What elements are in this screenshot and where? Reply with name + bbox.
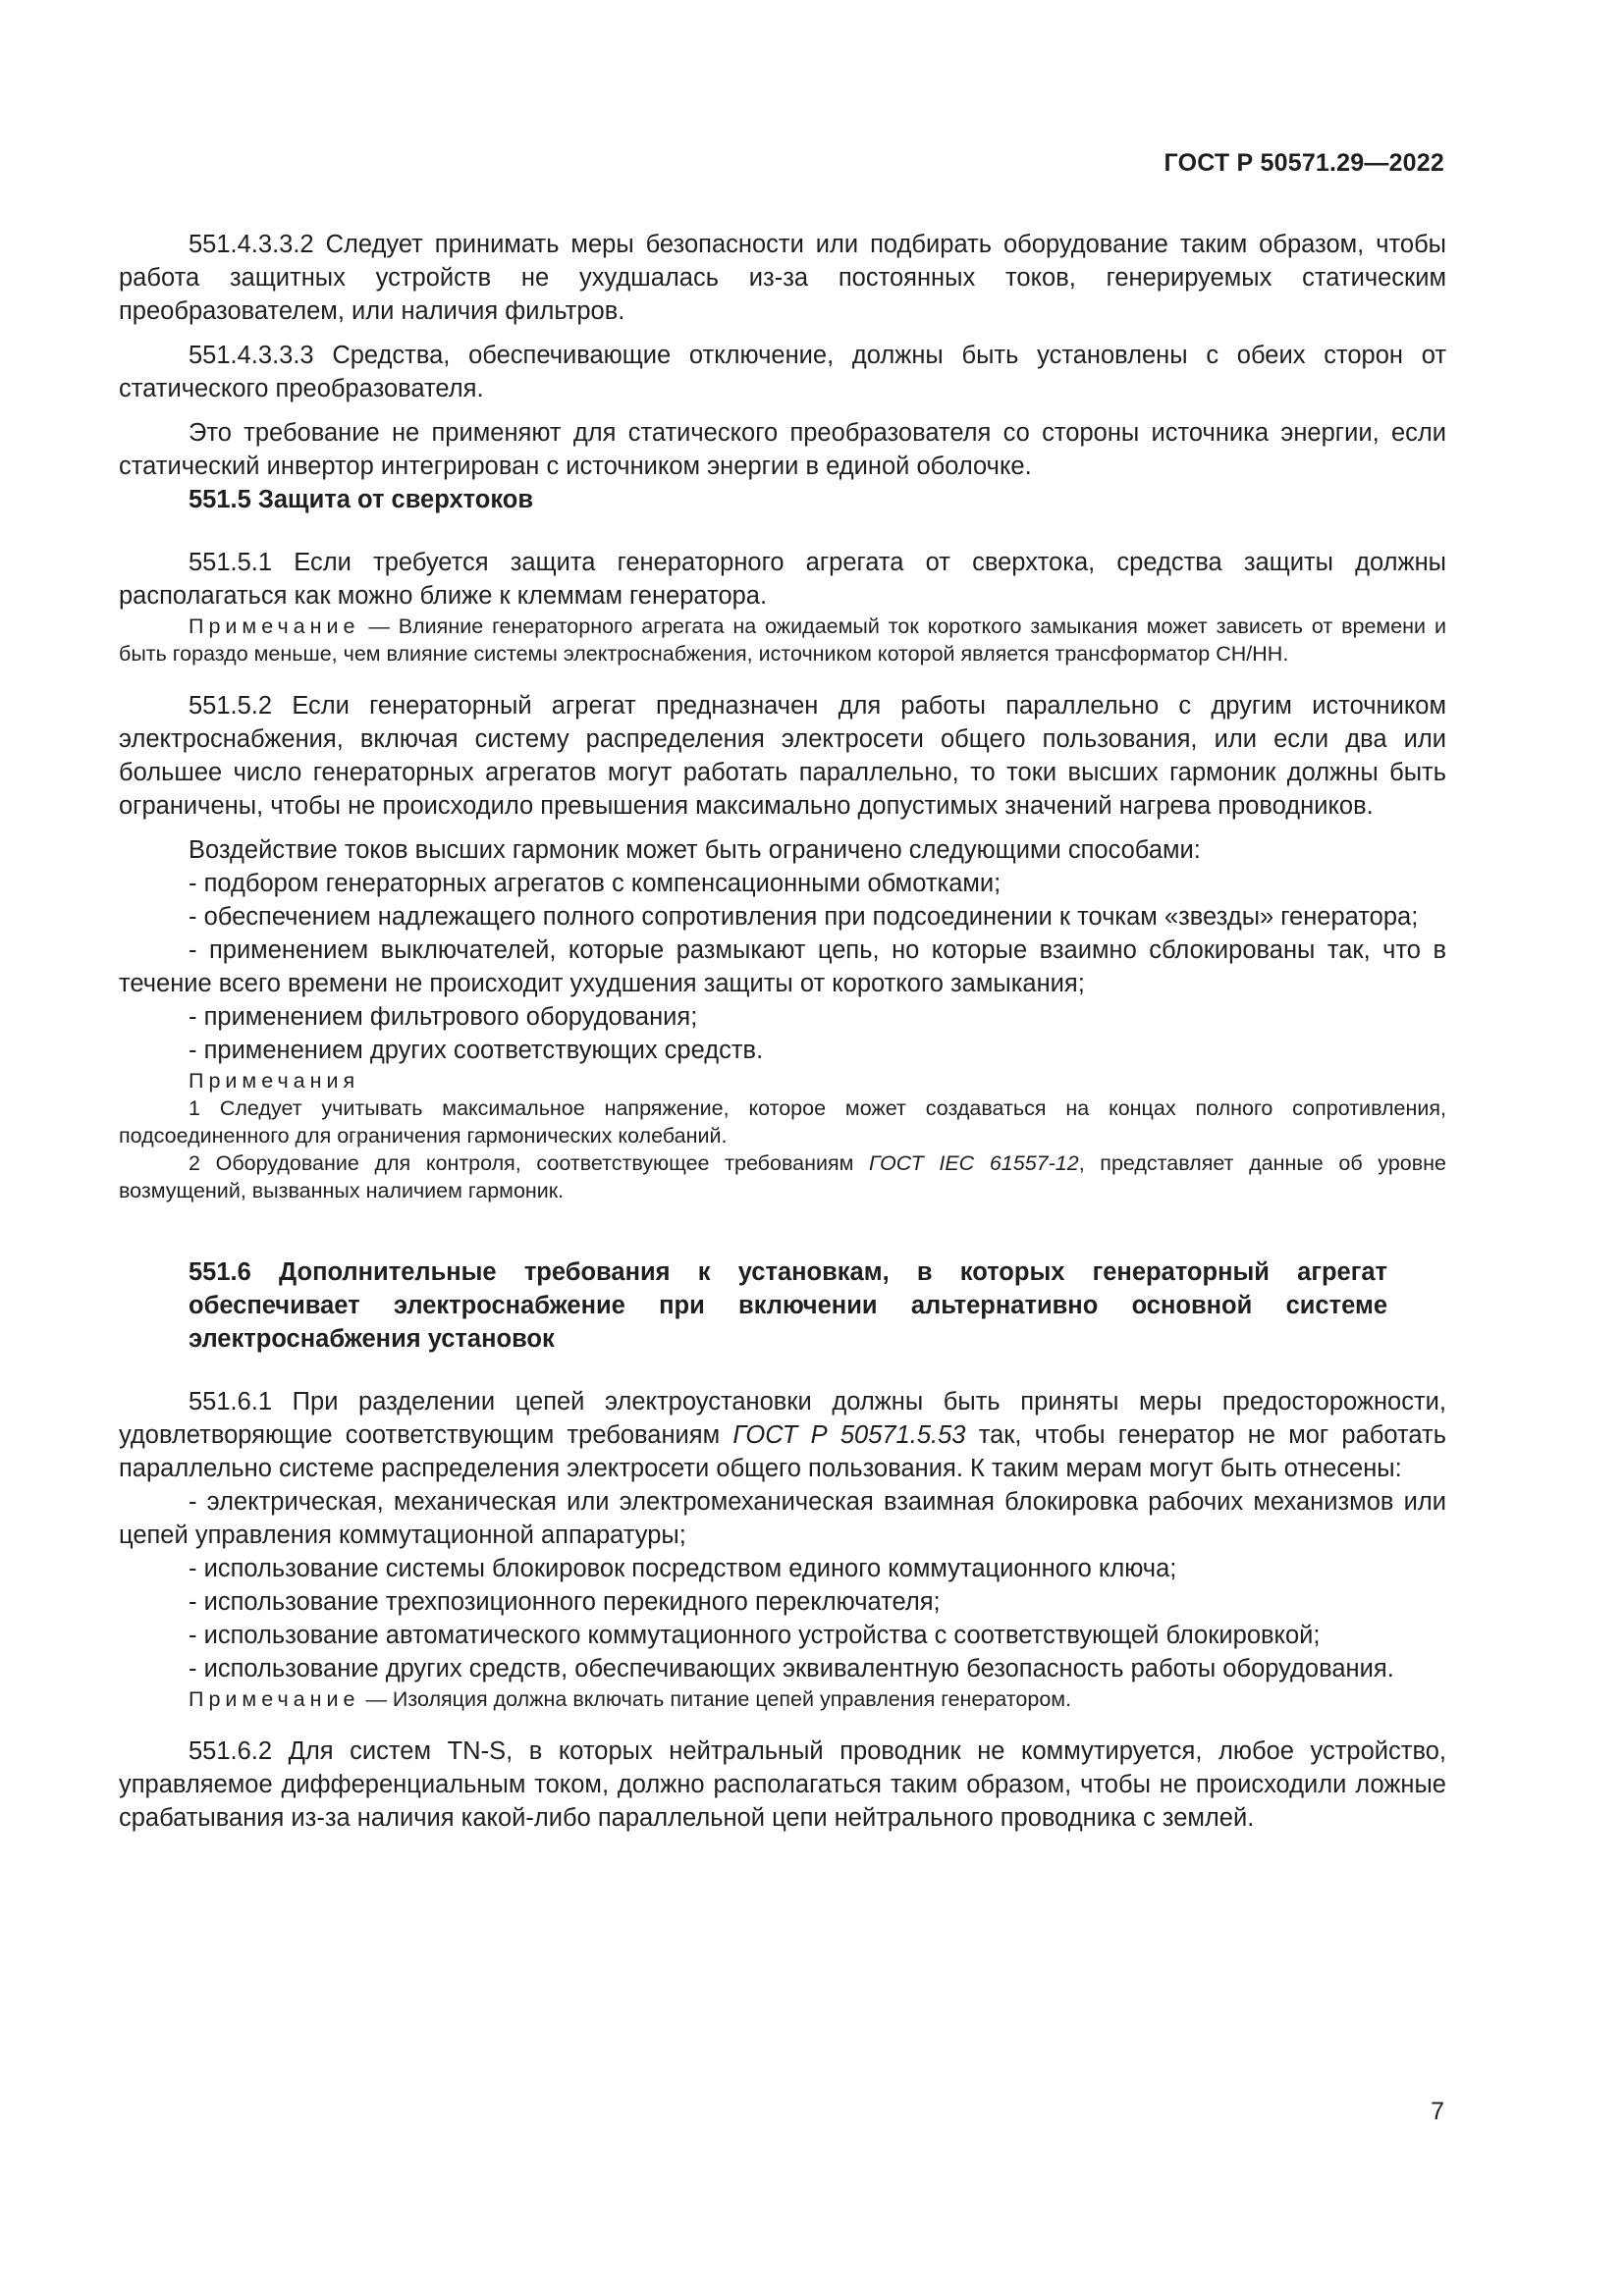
clause-551-6-1-reference: ГОСТ Р 50571.5.53 bbox=[732, 1421, 966, 1449]
clause-551-4-3-3-2: 551.4.3.3.2 Следует принимать меры безопасности или подбирать оборудование таким образом, чтобы работа защитных устройств не ухудшалась из-за постоянных токов, генерируемых статическим преобразователем, или наличия фильтров. bbox=[119, 231, 1446, 325]
clause-551-6-1-pre: 551.6.1 При разделении цепей электроустановки должны быть приняты меры предосторожности, удовлетворяющие соответствующим требованиям bbox=[119, 1388, 1446, 1449]
note-1 bbox=[119, 613, 1446, 667]
note-1-label: Примечание bbox=[189, 614, 360, 638]
notes-2-label-text: Примечания bbox=[189, 1069, 360, 1093]
isolation-list-item: - использование автоматического коммутационного устройства с соответствующей блокировкой; bbox=[189, 1622, 1321, 1649]
clause-551-5-1: 551.5.1 Если требуется защита генераторного агрегата от сверхтока, средства защиты должны располагаться как можно ближе к клеммам генератора. bbox=[119, 549, 1446, 610]
standard-designation: ГОСТ Р 50571.29—2022 bbox=[1164, 149, 1444, 177]
note-1-text: — Влияние генераторного агрегата на ожидаемый ток короткого замыкания может зависеть от времени и быть гораздо меньше, чем влияние системы электроснабжения, источником которой является трансформатор СН/НН. bbox=[119, 614, 1446, 666]
notes-2-item-2-reference: ГОСТ IEC 61557-12 bbox=[869, 1151, 1079, 1175]
page-number: 7 bbox=[1431, 2098, 1444, 2125]
note-3 bbox=[119, 1685, 1446, 1713]
isolation-list-item: - использование трехпозиционного перекидного переключателя; bbox=[189, 1588, 941, 1616]
notes-2-item-1: 1 Следует учитывать максимальное напряжение, которое может создаваться на концах полного сопротивления, подсоединенного для ограничения гармонических колебаний. bbox=[119, 1096, 1446, 1148]
clause-551-6-1 bbox=[119, 1385, 1446, 1485]
isolation-list-item: - использование системы блокировок посредством единого коммутационного ключа; bbox=[189, 1555, 1177, 1582]
notes-2-item-2-post: , представляет данные об уровне возмущений, вызванных наличием гармоник. bbox=[119, 1151, 1446, 1202]
clause-551-6-1-post: так, чтобы генератор не мог работать параллельно системе распределения электросети общего пользования. К таким мерам могут быть отнесены: bbox=[119, 1421, 1446, 1482]
notes-2-item-2-pre: 2 Оборудование для контроля, соответствующее требованиям bbox=[189, 1151, 870, 1175]
notes-2-label bbox=[119, 1067, 1446, 1095]
notes-2-item-2 bbox=[119, 1149, 1446, 1204]
note-3-label: Примечание bbox=[189, 1687, 360, 1711]
document-body bbox=[119, 228, 1446, 1835]
harmonics-list-item: - применением фильтрового оборудования; bbox=[189, 1003, 698, 1031]
section-heading-551-6: 551.6 Дополнительные требования к установкам, в которых генераторный агрегат обеспечивает электроснабжение при включении альтернативно основной системе электроснабжения установок bbox=[189, 1258, 1387, 1353]
clause-551-4-3-3-3-exception: Это требование не применяют для статического преобразователя со стороны источника энергии, если статический инвертор интегрирован с источником энергии в единой оболочке. bbox=[119, 419, 1446, 480]
isolation-list-item: - электрическая, механическая или электромеханическая взаимная блокировка рабочих механизмов или цепей управления коммутационной аппаратуры; bbox=[119, 1488, 1446, 1549]
harmonics-list-item: - применением других соответствующих средств. bbox=[189, 1037, 764, 1064]
clause-551-4-3-3-3: 551.4.3.3.3 Средства, обеспечивающие отключение, должны быть установлены с обеих сторон от статического преобразователя. bbox=[119, 342, 1446, 402]
harmonics-list-item: - применением выключателей, которые размыкают цепь, но которые взаимно сблокированы так, что в течение всего времени не происходит ухудшения защиты от короткого замыкания; bbox=[119, 936, 1446, 997]
harmonics-intro: Воздействие токов высших гармоник может быть ограничено следующими способами: bbox=[189, 836, 1201, 864]
clause-551-6-2: 551.6.2 Для систем TN-S, в которых нейтральный проводник не коммутируется, любое устройство, управляемое дифференциальным током, должно располагаться таким образом, чтобы не происходили ложные срабатывания из-за наличия какой-либо параллельной цепи нейтрального проводника с землей. bbox=[119, 1737, 1446, 1832]
section-heading-551-5: 551.5 Защита от сверхтоков bbox=[189, 486, 534, 513]
note-3-text: — Изоляция должна включать питание цепей управления генератором. bbox=[365, 1687, 1072, 1711]
isolation-list-item: - использование других средств, обеспечивающих эквивалентную безопасность работы оборудования. bbox=[189, 1655, 1394, 1682]
clause-551-5-2: 551.5.2 Если генераторный агрегат предназначен для работы параллельно с другим источником электроснабжения, включая систему распределения электросети общего пользования, или если два или большее число генераторных агрегатов могут работать параллельно, то токи высших гармоник должны быть ограничены, чтобы не происходило превышения максимально допустимых значений нагрева проводников. bbox=[119, 692, 1446, 820]
harmonics-list-item: - подбором генераторных агрегатов с компенсационными обмотками; bbox=[189, 870, 1001, 897]
harmonics-list-item: - обеспечением надлежащего полного сопротивления при подсоединении к точкам «звезды» генератора; bbox=[189, 903, 1419, 931]
